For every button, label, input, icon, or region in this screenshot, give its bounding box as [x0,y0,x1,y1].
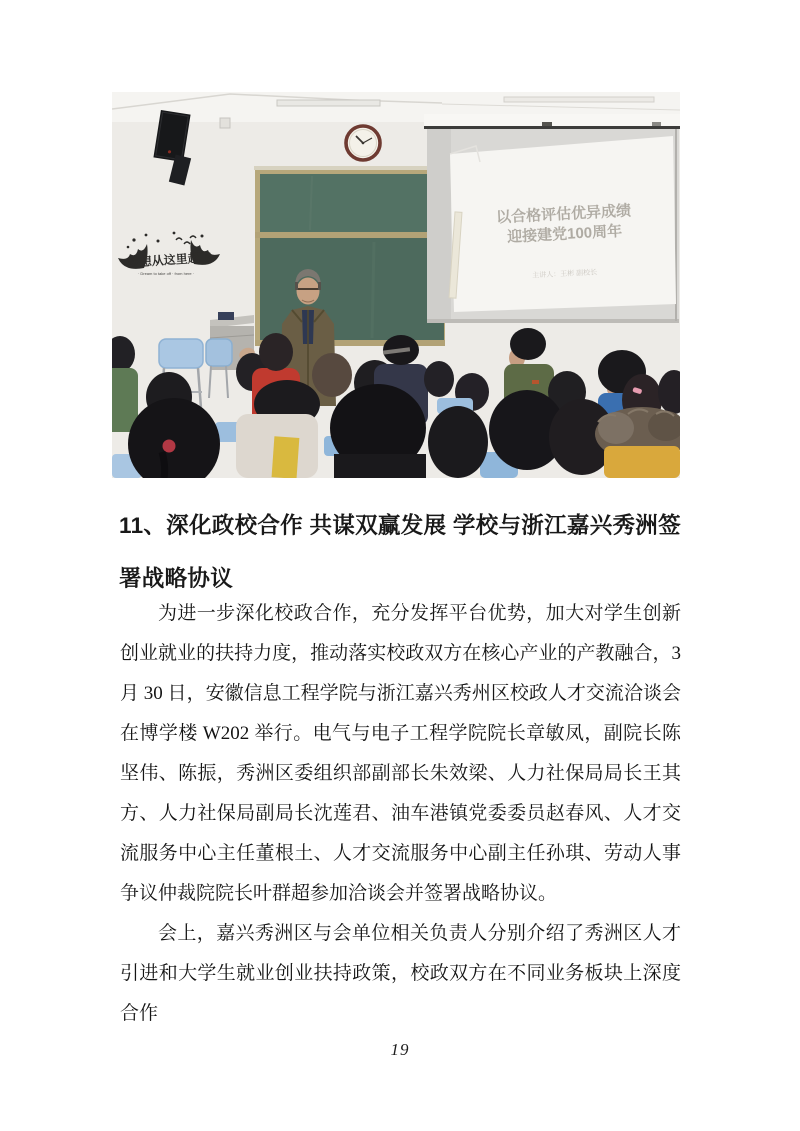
slide-title-line2: 迎接建党100周年 [506,222,623,246]
decal-subtext: · Dream to take off · from here · [137,271,195,276]
article-body [120,594,681,1034]
photo-projection-screen [424,114,680,323]
decal-text: 梦想从这里起飞 [127,250,213,270]
photo-clock [346,126,380,160]
slide-title-line1: 以合格评估优异成绩 [495,202,632,227]
page-number: 19 [390,1040,410,1059]
article-photo [112,92,680,478]
classroom-scene [112,92,680,478]
paragraph-1: 为进一步深化校政合作，充分发挥平台优势，加大对学生创新创业就业的扶持力度，推动落实校政双方在核心产业的产教融合，3 月 30 日，安徽信息工程学院与浙江嘉兴秀州区校政人才交流洽谈会在博学楼 W202 举行。电气与电子工程学院院长章敏凤，副院长陈坚伟、陈振，秀洲区委组织部副部长朱效梁、人力社保局局长王其方、人力社保局副局长沈莲君、油车港镇党委委员赵春风、人才交流服务中心主任董根土、人才交流服务中心副主任孙琪、劳动人事争议仲裁院院长叶群超参加洽谈会并签署战略协议。 [120,603,681,904]
slide-presenter-line: 主讲人：王彬 副校长 [532,269,598,280]
article-heading: 11、深化政校合作 共谋双赢发展 学校与浙江嘉兴秀洲签署战略协议 [119,513,681,591]
photo-blackboard [254,166,446,346]
paragraph-2: 会上，嘉兴秀洲区与会单位相关负责人分别介绍了秀洲区人才引进和大学生就业创业扶持政策，校政双方在不同业务板块上深度合作 [120,923,681,1024]
